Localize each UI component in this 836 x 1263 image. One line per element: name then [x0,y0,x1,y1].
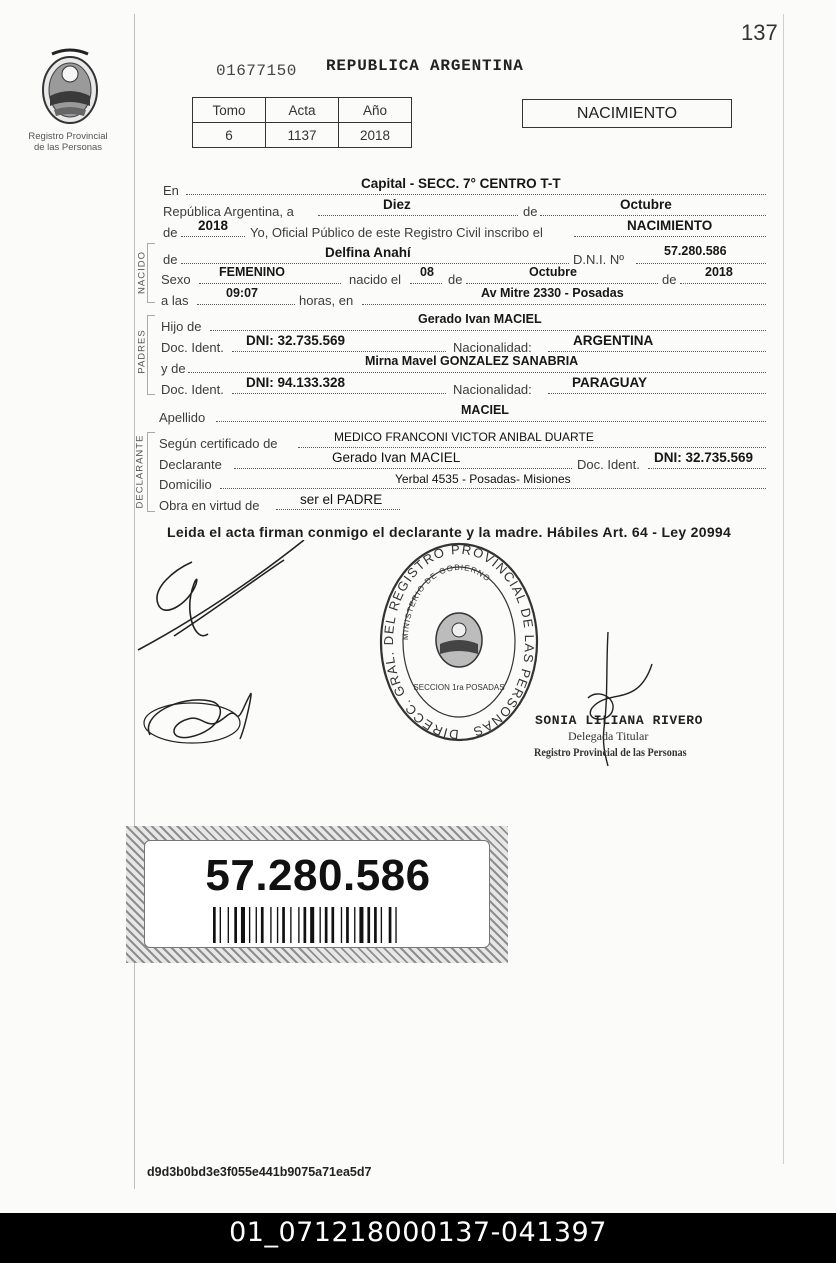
seal-inner-text: MINISTERIO DE GOBIERNO [400,562,493,641]
apellido-value: MACIEL [461,403,509,417]
sexo-value: FEMENINO [219,265,285,279]
section-label-nacido: NACIDO [136,251,148,294]
line-mother-nat [548,393,766,394]
label-hijo-de: Hijo de [161,319,202,334]
birth-place: Av Mitre 2330 - Posadas [481,286,624,300]
label-yo: Yo, Oficial Público de este Registro Civil inscribo el [250,225,543,240]
label-de-name: de [163,252,178,267]
record-type-box: NACIMIENTO [522,99,732,128]
official-seal [378,540,540,745]
line-declarante [234,468,572,469]
inscribe-value: NACIMIENTO [627,218,713,233]
year-value: 2018 [198,218,229,233]
father-name: Gerado Ivan MACIEL [418,312,542,326]
line-domicilio [220,488,766,489]
label-declarante: Declarante [159,457,222,472]
declarante-name: Gerado Ivan MACIEL [332,450,461,465]
declarante-bracket [147,432,155,512]
line-mother [188,372,766,373]
table-header-ano: Año [339,98,412,123]
birth-time: 09:07 [226,286,258,300]
label-certificado: Según certificado de [159,436,278,451]
label-obra: Obra en virtud de [159,498,260,513]
label-nac-father: Nacionalidad: [453,340,532,355]
line-birth-time [197,304,295,305]
birth-year: 2018 [705,265,733,279]
official-title: Delegada Titular [568,729,649,743]
declarant-signature [134,540,314,660]
label-en: En [163,183,179,198]
line-father [210,330,766,331]
line-dni [636,263,766,264]
line-day [318,215,518,216]
table-value-tomo: 6 [193,123,266,148]
line-birth-place [362,304,766,305]
footer-id: 01_071218000137-041397 [0,1213,836,1263]
line-certificado [298,447,766,448]
line-declarante-doc [648,468,766,469]
birth-day: 08 [420,265,434,279]
line-mother-doc [232,393,446,394]
line-inscribe [574,236,766,237]
label-sexo: Sexo [161,272,191,287]
certificado-value: MEDICO FRANCONI VICTOR ANIBAL DUARTE [334,430,594,444]
month-value: Octubre [620,197,672,212]
line-birth-day [410,283,442,284]
country-title: REPUBLICA ARGENTINA [326,57,524,75]
line-location [186,194,766,195]
label-domicilio: Domicilio [159,477,212,492]
label-de-month: de [523,204,538,219]
province-emblem [36,48,104,128]
child-name: Delfina Anahí [325,245,411,260]
mother-signature [140,665,270,750]
declarante-doc: DNI: 32.735.569 [654,450,754,465]
page-number: 137 [741,20,778,45]
line-year [181,236,245,237]
label-doc-mother: Doc. Ident. [161,382,224,397]
registry-caption-line1: Registro Provincial [28,131,108,142]
serial-number: 01677150 [216,62,297,80]
label-dni: D.N.I. Nº [573,252,624,267]
line-birth-year [680,283,766,284]
domicilio-value: Yerbal 4535 - Posadas- Misiones [395,472,571,486]
closing-text: Leida el acta firman conmigo el declarante y la madre. Hábiles Art. 64 - Ley 20994 [167,524,732,540]
table-value-ano: 2018 [339,123,412,148]
line-name [181,263,569,264]
line-father-doc [232,351,446,352]
label-de-birth-year: de [662,272,677,287]
dni-label-number: 57.280.586 [205,851,431,900]
father-doc: DNI: 32.735.569 [246,333,346,348]
obra-value: ser el PADRE [300,492,383,507]
label-nac-mother: Nacionalidad: [453,382,532,397]
registry-caption [18,131,118,153]
official-org: Registro Provincial de las Personas [534,745,687,759]
seal-bottom-text: SECCION 1ra POSADAS [413,683,505,692]
mother-nationality: PARAGUAY [572,375,648,390]
table-header-tomo: Tomo [193,98,266,123]
table-value-acta: 1137 [266,123,339,148]
label-apellido: Apellido [159,410,206,425]
label-y-de: y de [161,361,186,376]
dni-label [126,826,508,963]
day-value: Diez [383,197,411,212]
section-label-padres: PADRES [136,329,148,374]
registry-caption-line2: de las Personas [33,142,103,153]
official-name: SONIA LILIANA RIVERO [535,713,704,728]
document-hash: d9d3b0bd3e3f055e441b9075a71ea5d7 [147,1165,372,1179]
dni-label-inner [144,840,490,948]
label-horas: horas, en [299,293,354,308]
father-nationality: ARGENTINA [573,333,654,348]
line-month [540,215,766,216]
birth-month: Octubre [529,265,577,279]
line-birth-month [466,283,658,284]
line-obra [276,509,400,510]
label-republica: República Argentina, a [163,204,294,219]
seal-emblem-icon [436,613,482,667]
location-value: Capital - SECC. 7° CENTRO T-T [361,176,561,191]
label-nacido-el: nacido el [349,272,402,287]
label-de-birth-month: de [448,272,463,287]
line-father-nat [548,351,766,352]
label-alas: a las [161,293,189,308]
label-doc-declarante: Doc. Ident. [577,457,640,472]
mother-name: Mirna Mavel GONZALEZ SANABRIA [365,354,579,368]
record-table [192,97,412,148]
table-header-acta: Acta [266,98,339,123]
mother-doc: DNI: 94.133.328 [246,375,346,390]
label-doc-father: Doc. Ident. [161,340,224,355]
line-sexo [199,283,341,284]
seal-outer-text: DIRECC. GRAL. DEL REGISTRO PROVINCIAL DE LAS PERSONAS [380,541,538,743]
child-dni: 57.280.586 [664,244,727,258]
section-label-declarante: DECLARANTE [134,434,146,509]
line-apellido [216,421,766,422]
padres-bracket [147,315,155,395]
dni-barcode [213,907,420,943]
label-de-year: de [163,225,178,240]
nacido-bracket [147,243,155,303]
